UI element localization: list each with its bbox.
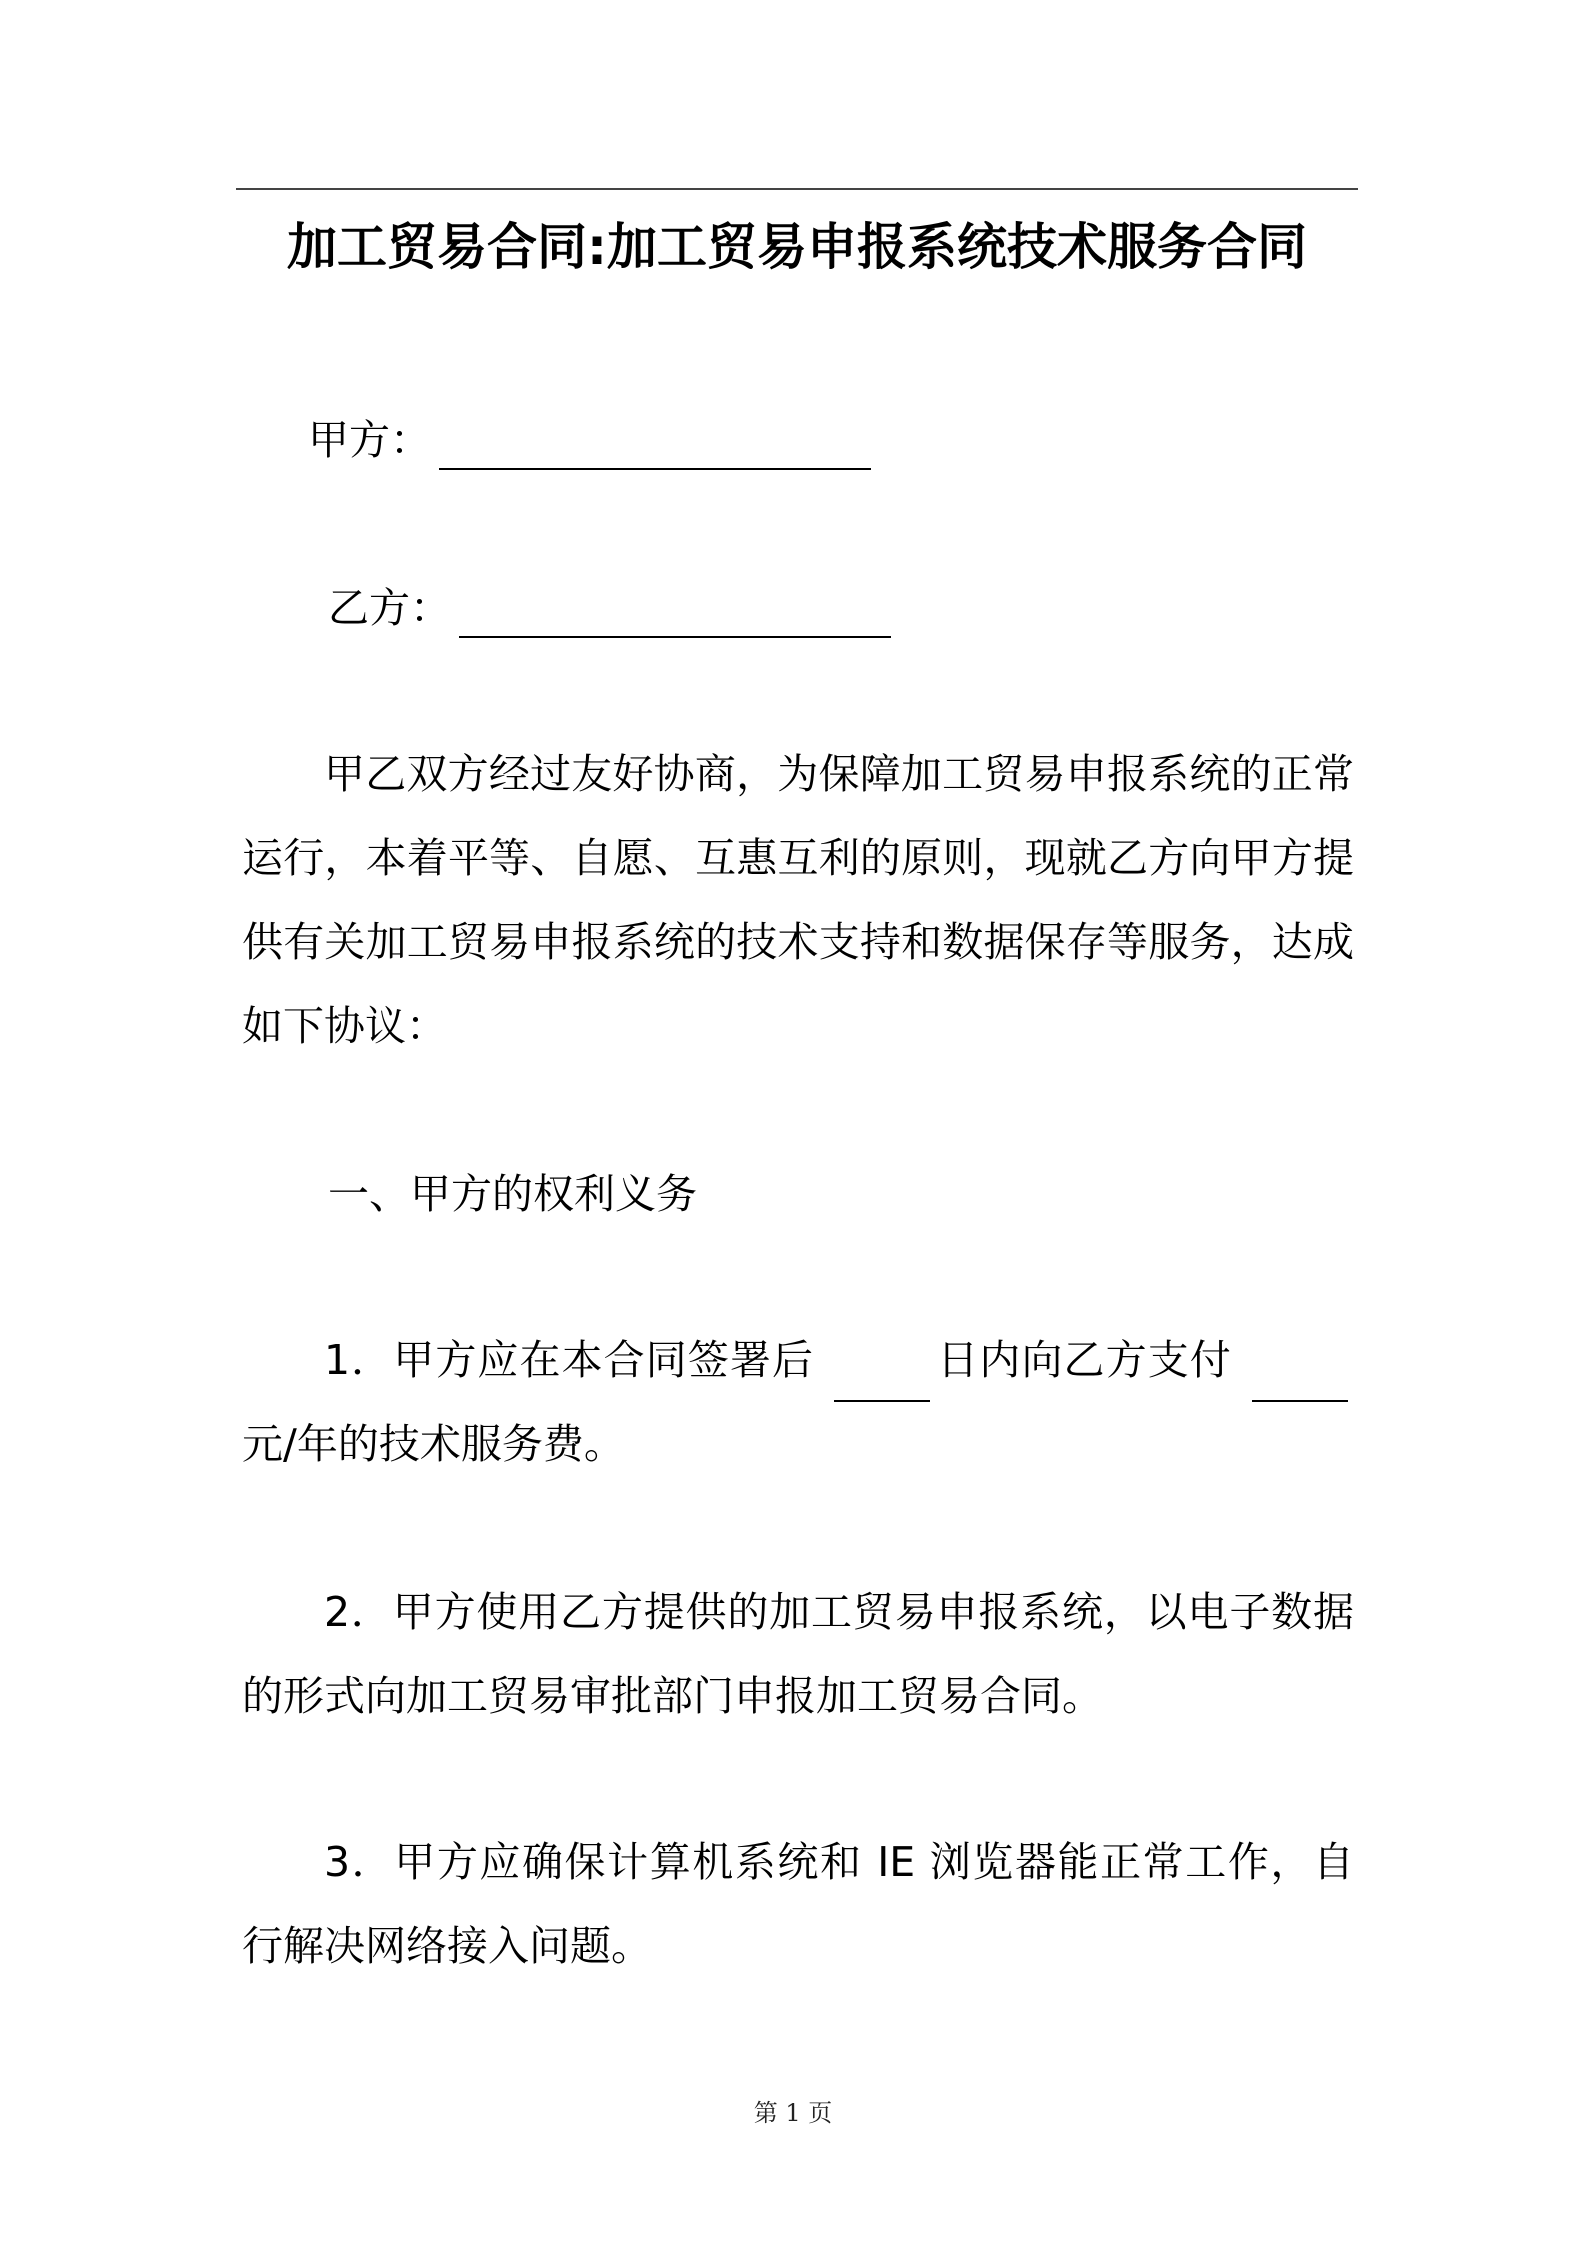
document-title: 加工贸易合同:加工贸易申报系统技术服务合同 <box>287 218 1307 276</box>
party-b-label: 乙方： <box>328 584 451 632</box>
section-1-heading: 一、甲方的权利义务 <box>328 1170 697 1218</box>
party-b-line <box>328 578 891 638</box>
clause-1 <box>242 1318 1354 1486</box>
clause-3: 3．甲方应确保计算机系统和 IE 浏览器能正常工作，自行解决网络接入问题。 <box>242 1838 1354 1970</box>
days-blank <box>834 1356 930 1402</box>
clause-1-text-a: 1．甲方应在本合同签署后 <box>324 1336 829 1384</box>
header-rule <box>236 188 1358 190</box>
clause-1-text-c: 元/年的技术服务费。 <box>242 1420 625 1468</box>
clause-2: 2．甲方使用乙方提供的加工贸易申报系统，以电子数据的形式向加工贸易审批部门申报加工贸易合同。 <box>242 1588 1354 1720</box>
party-a-line <box>308 410 871 470</box>
fee-blank <box>1252 1356 1348 1402</box>
party-a-blank <box>439 424 871 470</box>
party-a-label: 甲方： <box>308 416 431 464</box>
page-number: 第 1 页 <box>753 2099 833 2127</box>
clause-1-text-b: 日内向乙方支付 <box>936 1336 1246 1384</box>
intro-paragraph: 甲乙双方经过友好协商，为保障加工贸易申报系统的正常运行，本着平等、自愿、互惠互利的原则，现就乙方向甲方提供有关加工贸易申报系统的技术支持和数据保存等服务，达成如下协议： <box>242 750 1354 1050</box>
party-b-blank <box>459 592 891 638</box>
